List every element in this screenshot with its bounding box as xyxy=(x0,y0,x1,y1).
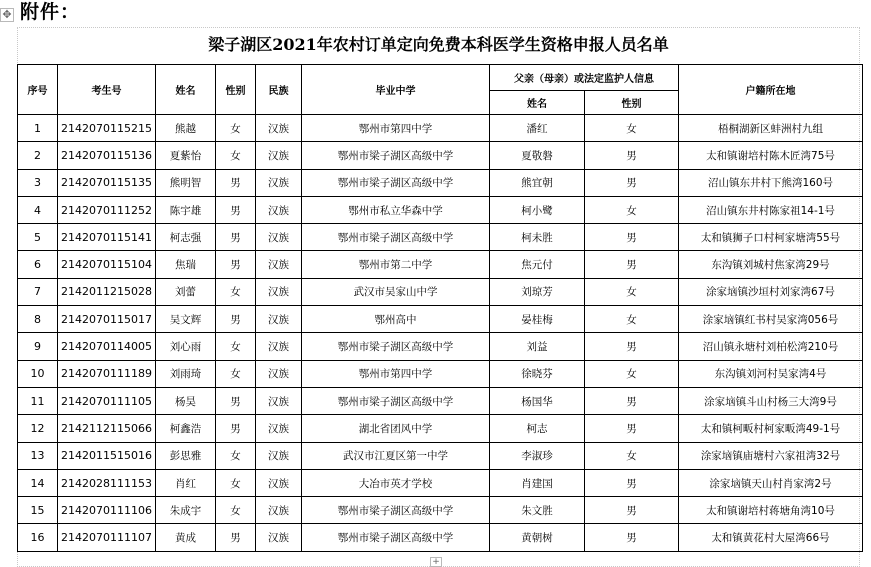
cell-guardian-name: 柯小鹭 xyxy=(490,196,585,223)
cell-exam-no: 2142070115135 xyxy=(58,169,156,196)
cell-name: 夏紫怡 xyxy=(156,142,216,169)
cell-ethnicity: 汉族 xyxy=(256,306,302,333)
cell-index: 11 xyxy=(18,387,58,414)
cell-ethnicity: 汉族 xyxy=(256,387,302,414)
cell-exam-no: 2142070115215 xyxy=(58,115,156,142)
cell-residence: 太和镇谢培村蒋塘角湾10号 xyxy=(679,497,863,524)
cell-residence: 涂家垴镇沙垣村刘家湾67号 xyxy=(679,278,863,305)
table-row xyxy=(18,115,863,142)
cell-gender: 男 xyxy=(216,196,256,223)
cell-guardian-name: 黄朝树 xyxy=(490,524,585,551)
cell-exam-no: 2142011515016 xyxy=(58,442,156,469)
document-title: 梁子湖区2021年农村订单定向免费本科医学生资格申报人员名单 xyxy=(208,35,669,54)
cell-exam-no: 2142011215028 xyxy=(58,278,156,305)
cell-name: 吴文辉 xyxy=(156,306,216,333)
cell-residence: 太和镇狮子口村柯家塘湾55号 xyxy=(679,224,863,251)
table-row xyxy=(18,360,863,387)
header-guardian-name: 姓名 xyxy=(490,91,585,115)
table-move-handle[interactable]: ✥ xyxy=(0,8,14,22)
cell-gender: 女 xyxy=(216,360,256,387)
cell-residence: 太和镇黄花村大屋湾66号 xyxy=(679,524,863,551)
cell-exam-no: 2142070111252 xyxy=(58,196,156,223)
cell-guardian-name: 杨国华 xyxy=(490,387,585,414)
cell-guardian-name: 熊宜朝 xyxy=(490,169,585,196)
cell-residence: 太和镇柯畈村柯家畈湾49-1号 xyxy=(679,415,863,442)
cell-gender: 男 xyxy=(216,387,256,414)
header-exam-no: 考生号 xyxy=(58,65,156,115)
table-row xyxy=(18,469,863,496)
cell-residence: 涂家垴镇天山村肖家湾2号 xyxy=(679,469,863,496)
header-ethnicity: 民族 xyxy=(256,65,302,115)
cell-guardian-gender: 男 xyxy=(585,387,679,414)
cell-residence: 沼山镇东井村陈家祖14-1号 xyxy=(679,196,863,223)
cell-school: 鄂州市第二中学 xyxy=(302,251,490,278)
cell-index: 9 xyxy=(18,333,58,360)
cell-ethnicity: 汉族 xyxy=(256,142,302,169)
cell-exam-no: 2142070115104 xyxy=(58,251,156,278)
table-row xyxy=(18,387,863,414)
cell-name: 杨昊 xyxy=(156,387,216,414)
table-row xyxy=(18,278,863,305)
table-row xyxy=(18,142,863,169)
cell-guardian-gender: 女 xyxy=(585,196,679,223)
cell-gender: 男 xyxy=(216,169,256,196)
cell-guardian-name: 夏敬磐 xyxy=(490,142,585,169)
cell-ethnicity: 汉族 xyxy=(256,524,302,551)
cell-index: 1 xyxy=(18,115,58,142)
cell-ethnicity: 汉族 xyxy=(256,224,302,251)
cell-gender: 女 xyxy=(216,442,256,469)
header-school: 毕业中学 xyxy=(302,65,490,115)
cell-ethnicity: 汉族 xyxy=(256,497,302,524)
cell-school: 武汉市江夏区第一中学 xyxy=(302,442,490,469)
cell-guardian-gender: 女 xyxy=(585,442,679,469)
cell-name: 朱成宇 xyxy=(156,497,216,524)
cell-school: 鄂州市梁子湖区高级中学 xyxy=(302,333,490,360)
cell-guardian-name: 潘红 xyxy=(490,115,585,142)
cell-index: 8 xyxy=(18,306,58,333)
cell-school: 鄂州高中 xyxy=(302,306,490,333)
cell-name: 焦瑞 xyxy=(156,251,216,278)
cell-residence: 太和镇谢培村陈木匠湾75号 xyxy=(679,142,863,169)
table-header xyxy=(18,65,863,115)
cell-ethnicity: 汉族 xyxy=(256,196,302,223)
cell-guardian-gender: 男 xyxy=(585,524,679,551)
cell-ethnicity: 汉族 xyxy=(256,415,302,442)
cell-gender: 女 xyxy=(216,497,256,524)
cell-school: 鄂州市私立华森中学 xyxy=(302,196,490,223)
cell-name: 刘心雨 xyxy=(156,333,216,360)
cell-gender: 女 xyxy=(216,469,256,496)
cell-exam-no: 2142070115136 xyxy=(58,142,156,169)
cell-guardian-gender: 男 xyxy=(585,415,679,442)
table-row xyxy=(18,251,863,278)
roster-table xyxy=(17,64,863,552)
header-residence: 户籍所在地 xyxy=(679,65,863,115)
cell-school: 鄂州市梁子湖区高级中学 xyxy=(302,224,490,251)
cell-residence: 东沟镇刘城村焦家湾29号 xyxy=(679,251,863,278)
cell-gender: 男 xyxy=(216,415,256,442)
cell-guardian-gender: 女 xyxy=(585,278,679,305)
cell-school: 湖北省团风中学 xyxy=(302,415,490,442)
cell-index: 5 xyxy=(18,224,58,251)
cell-residence: 梧桐湖新区蚌洲村九组 xyxy=(679,115,863,142)
cell-ethnicity: 汉族 xyxy=(256,115,302,142)
cell-guardian-name: 徐晓芬 xyxy=(490,360,585,387)
table-row xyxy=(18,169,863,196)
cell-index: 2 xyxy=(18,142,58,169)
table-row xyxy=(18,306,863,333)
cell-school: 鄂州市第四中学 xyxy=(302,360,490,387)
cell-exam-no: 2142070111189 xyxy=(58,360,156,387)
cell-index: 16 xyxy=(18,524,58,551)
cell-name: 彭思雅 xyxy=(156,442,216,469)
cell-residence: 涂家垴镇斗山村杨三大湾9号 xyxy=(679,387,863,414)
table-row xyxy=(18,442,863,469)
cell-guardian-gender: 男 xyxy=(585,333,679,360)
cell-index: 13 xyxy=(18,442,58,469)
cell-residence: 沼山镇永塘村刘柏松湾210号 xyxy=(679,333,863,360)
cell-index: 6 xyxy=(18,251,58,278)
cell-name: 柯志强 xyxy=(156,224,216,251)
cell-guardian-gender: 男 xyxy=(585,251,679,278)
header-name: 姓名 xyxy=(156,65,216,115)
cell-exam-no: 2142070111107 xyxy=(58,524,156,551)
cell-exam-no: 2142070115017 xyxy=(58,306,156,333)
cell-school: 大冶市英才学校 xyxy=(302,469,490,496)
cell-guardian-gender: 男 xyxy=(585,497,679,524)
cell-exam-no: 2142070114005 xyxy=(58,333,156,360)
cell-guardian-gender: 男 xyxy=(585,469,679,496)
cell-guardian-name: 刘益 xyxy=(490,333,585,360)
cell-school: 鄂州市梁子湖区高级中学 xyxy=(302,497,490,524)
cell-ethnicity: 汉族 xyxy=(256,360,302,387)
cell-name: 熊明智 xyxy=(156,169,216,196)
cell-exam-no: 2142070111106 xyxy=(58,497,156,524)
cell-guardian-gender: 女 xyxy=(585,360,679,387)
cell-exam-no: 2142070111105 xyxy=(58,387,156,414)
cell-name: 刘蕾 xyxy=(156,278,216,305)
table-body xyxy=(18,115,863,552)
cell-gender: 女 xyxy=(216,115,256,142)
table-row xyxy=(18,196,863,223)
cell-guardian-gender: 女 xyxy=(585,115,679,142)
cell-index: 4 xyxy=(18,196,58,223)
cell-index: 14 xyxy=(18,469,58,496)
cell-ethnicity: 汉族 xyxy=(256,169,302,196)
cell-index: 12 xyxy=(18,415,58,442)
cell-guardian-name: 晏桂梅 xyxy=(490,306,585,333)
cell-ethnicity: 汉族 xyxy=(256,442,302,469)
cell-guardian-name: 柯未胜 xyxy=(490,224,585,251)
cell-ethnicity: 汉族 xyxy=(256,333,302,360)
cell-guardian-name: 肖建国 xyxy=(490,469,585,496)
header-guardian-gender: 性别 xyxy=(585,91,679,115)
cell-gender: 女 xyxy=(216,333,256,360)
cell-ethnicity: 汉族 xyxy=(256,469,302,496)
add-row-button[interactable]: + xyxy=(430,557,442,567)
header-guardian-group: 父亲（母亲）或法定监护人信息 xyxy=(490,65,679,91)
cell-name: 肖红 xyxy=(156,469,216,496)
cell-index: 15 xyxy=(18,497,58,524)
cell-gender: 女 xyxy=(216,142,256,169)
header-gender: 性别 xyxy=(216,65,256,115)
cell-gender: 男 xyxy=(216,251,256,278)
cell-guardian-name: 刘琼芳 xyxy=(490,278,585,305)
table-row xyxy=(18,333,863,360)
cell-ethnicity: 汉族 xyxy=(256,278,302,305)
cell-name: 黄成 xyxy=(156,524,216,551)
cell-school: 鄂州市第四中学 xyxy=(302,115,490,142)
attachment-label: 附件： xyxy=(20,1,81,23)
cell-index: 7 xyxy=(18,278,58,305)
cell-index: 3 xyxy=(18,169,58,196)
cell-guardian-name: 柯志 xyxy=(490,415,585,442)
cell-exam-no: 2142070115141 xyxy=(58,224,156,251)
table-row xyxy=(18,497,863,524)
cell-name: 熊越 xyxy=(156,115,216,142)
cell-gender: 男 xyxy=(216,306,256,333)
table-row xyxy=(18,415,863,442)
cell-name: 刘雨琦 xyxy=(156,360,216,387)
cell-residence: 东沟镇刘河村吴家湾4号 xyxy=(679,360,863,387)
cell-gender: 男 xyxy=(216,224,256,251)
cell-guardian-name: 李淑珍 xyxy=(490,442,585,469)
cell-name: 陈宇雄 xyxy=(156,196,216,223)
cell-exam-no: 2142028111153 xyxy=(58,469,156,496)
cell-exam-no: 2142112115066 xyxy=(58,415,156,442)
table-row xyxy=(18,524,863,551)
cell-guardian-gender: 男 xyxy=(585,142,679,169)
cell-school: 鄂州市梁子湖区高级中学 xyxy=(302,169,490,196)
cell-school: 武汉市吴家山中学 xyxy=(302,278,490,305)
cell-gender: 女 xyxy=(216,278,256,305)
table-row xyxy=(18,224,863,251)
cell-school: 鄂州市梁子湖区高级中学 xyxy=(302,142,490,169)
cell-residence: 涂家垴镇红书村吴家湾056号 xyxy=(679,306,863,333)
cell-gender: 男 xyxy=(216,524,256,551)
cell-school: 鄂州市梁子湖区高级中学 xyxy=(302,524,490,551)
cell-guardian-name: 焦元付 xyxy=(490,251,585,278)
cell-name: 柯鑫浩 xyxy=(156,415,216,442)
cell-residence: 涂家垴镇庙塘村六家祖湾32号 xyxy=(679,442,863,469)
cell-residence: 沼山镇东井村下熊湾160号 xyxy=(679,169,863,196)
cell-guardian-gender: 女 xyxy=(585,306,679,333)
cell-guardian-name: 朱文胜 xyxy=(490,497,585,524)
cell-ethnicity: 汉族 xyxy=(256,251,302,278)
cell-index: 10 xyxy=(18,360,58,387)
cell-school: 鄂州市梁子湖区高级中学 xyxy=(302,387,490,414)
header-index: 序号 xyxy=(18,65,58,115)
cell-guardian-gender: 男 xyxy=(585,169,679,196)
cell-guardian-gender: 男 xyxy=(585,224,679,251)
